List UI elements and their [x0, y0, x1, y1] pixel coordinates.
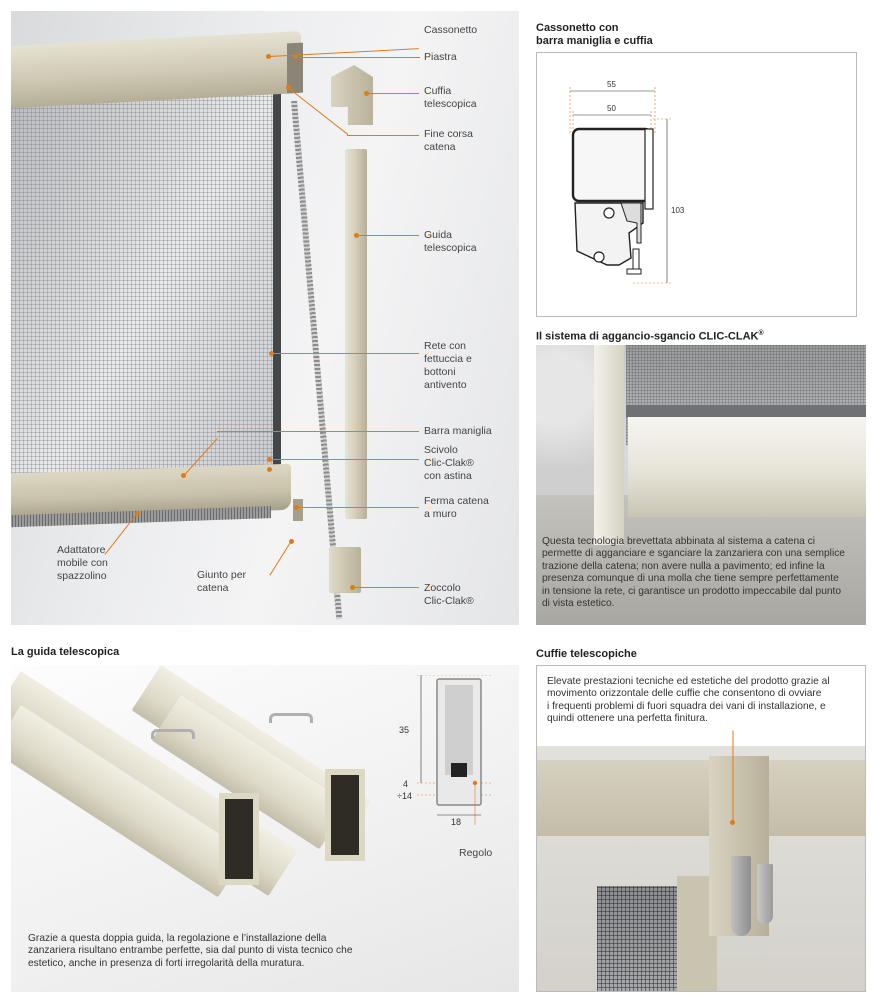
- callout-line: [296, 57, 420, 58]
- callout-line: [367, 93, 419, 94]
- cross-section-svg: [537, 53, 857, 317]
- dim-103: 103: [671, 206, 685, 215]
- dim-4: 4: [403, 779, 409, 789]
- label-fine-corsa: Fine corsa catena: [424, 128, 474, 153]
- guida-description: Grazie a questa doppia guida, la regolazione e l’installazione della zanzariera risultano entrambe perfette, sia dal punto di vista tecnico che estetico, anche in presenza di forti irregolarità della muratura.: [28, 933, 353, 969]
- dim-35: 35: [399, 725, 410, 735]
- label-scivolo: Scivolo Clic-Clak® con astina: [424, 444, 474, 482]
- clic-clak-bar: [628, 417, 866, 517]
- ferma-catena-part: [293, 499, 303, 521]
- label-cassonetto: Cassonetto: [424, 24, 478, 36]
- label-ferma: Ferma catena a muro: [424, 495, 489, 520]
- cuffie-description: Elevate prestazioni tecniche ed estetiche del prodotto grazie al movimento orizzontale delle cuffie che consentono di ovviare i frequenti problemi di fuori squadra dei vani di installazione, e quindi ottenere una perfetta finitura.: [547, 676, 830, 725]
- dim-18: 18: [451, 817, 462, 827]
- cuffie-panel: [536, 665, 866, 992]
- section-title-cuffie: Cuffie telescopiche: [536, 648, 637, 660]
- label-giunto: Giunto per catena: [197, 569, 247, 594]
- callout-line: [270, 459, 419, 460]
- label-cuffia: Cuffia telescopica: [424, 85, 477, 110]
- clip: [151, 729, 195, 739]
- callout-line: [347, 135, 419, 136]
- dim-55: 55: [607, 80, 616, 89]
- label-barra: Barra maniglia: [424, 425, 492, 437]
- mosquito-net-mesh: [11, 63, 273, 481]
- label-guida: Guida telescopica: [424, 229, 477, 254]
- section-title-clic-clak: Il sistema di aggancio-sgancio CLIC-CLAK®: [536, 330, 764, 343]
- callout-line: [297, 507, 419, 508]
- mount-plate: [731, 856, 751, 936]
- cuffie-photo: [537, 746, 866, 992]
- section-title-guida: La guida telescopica: [11, 646, 120, 658]
- sill: [626, 405, 866, 417]
- rail-1-end: [219, 793, 259, 885]
- callout-line: [272, 353, 419, 354]
- callout-line: [353, 587, 419, 588]
- guida-part: [345, 149, 367, 519]
- clip: [269, 713, 313, 723]
- label-piastra: Piastra: [424, 51, 457, 63]
- label-rete: Rete con fettuccia e bottoni antivento: [424, 340, 472, 391]
- cassonetto-box: [537, 760, 866, 836]
- label-zoccolo: Zoccolo Clic-Clak®: [424, 582, 474, 607]
- rail-2-end: [325, 769, 365, 861]
- mount-plate: [757, 864, 773, 924]
- dim-50: 50: [607, 104, 616, 113]
- callout-dot: [730, 820, 735, 825]
- dim-14: ÷14: [397, 791, 412, 801]
- callout-line: [217, 431, 419, 432]
- net-mesh: [597, 886, 687, 992]
- main-product-photo: [11, 11, 519, 625]
- callout-line: [357, 235, 419, 236]
- guida-photo: [11, 665, 519, 992]
- label-adattatore: Adattatore mobile con spazzolino: [57, 544, 108, 582]
- section-title-cassonetto: Cassonetto con barra maniglia e cuffia: [536, 22, 653, 47]
- callout-line: [269, 541, 291, 575]
- callout-line: [733, 731, 734, 821]
- side-frame: [594, 345, 624, 545]
- cross-section-drawing: [536, 52, 857, 317]
- guida-section-svg: [381, 675, 511, 845]
- clic-clak-photo: [536, 345, 866, 625]
- label-regolo: Regolo: [459, 847, 493, 859]
- chain-part: [291, 101, 342, 620]
- callout-dot: [267, 467, 272, 472]
- clic-clak-description: Questa tecnologia brevettata abbinata al sistema a catena ci permette di agganciare e sganciare la zanzariera con una semplice trazione della catena; non avere nulla a pavimento; ed infine la presenza comunque di una molla che tiene sempre perfettamente in tensione la rete, ci garantisce un prodotto impeccabile dal punto di vista estetico.: [542, 536, 845, 610]
